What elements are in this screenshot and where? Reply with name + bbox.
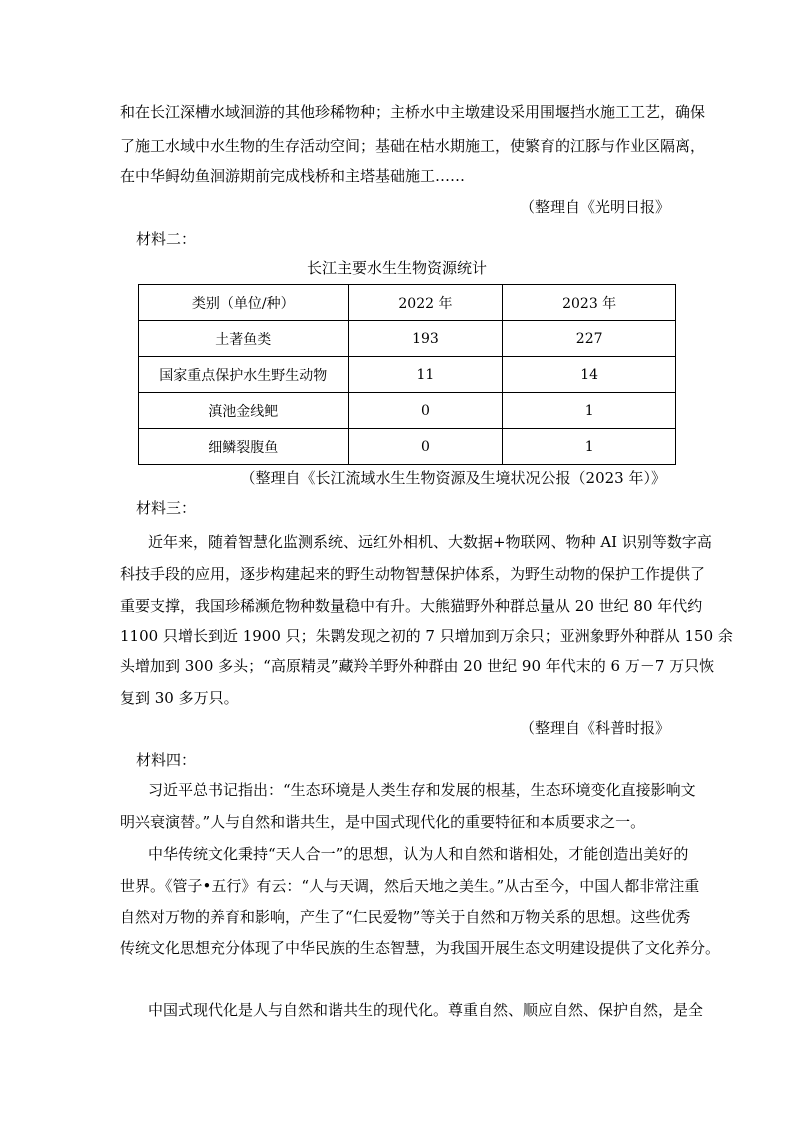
- paragraph-line: 1100 只增长到近 1900 只；朱鹮发现之初的 7 只增加到万余只；亚洲象野外种群从 150 余: [120, 627, 733, 645]
- paragraph-line: 在中华鲟幼鱼洄游期前完成栈桥和主塔基础施工……: [120, 167, 466, 185]
- paragraph-line: 科技手段的应用，逐步构建起来的野生动物智慧保护体系，为野生动物的保护工作提供了: [120, 565, 706, 583]
- material-label: 材料三：: [136, 499, 197, 517]
- table-cell: 0: [348, 393, 503, 429]
- table-header-cell: 2023 年: [503, 285, 676, 321]
- material-label: 材料二：: [136, 230, 197, 248]
- table-header-row: [139, 285, 676, 321]
- table-title: 长江主要水生生物资源统计: [306, 259, 487, 277]
- source-citation: （整理自《长江流域水生生物资源及生境状况公报（2023 年）》: [240, 469, 666, 487]
- paragraph-line: 世界。《管子•五行》有云：“人与天调，然后天地之美生。”从古至今，中国人都非常注重: [120, 877, 700, 895]
- paragraph-line: 近年来，随着智慧化监测系统、远红外相机、大数据+物联网、物种 AI 识别等数字高: [148, 533, 712, 551]
- table-cell: 227: [503, 321, 676, 357]
- paragraph-line: 中华传统文化秉持“天人合一”的思想，认为人和自然和谐相处，才能创造出美好的: [148, 845, 689, 863]
- paragraph-line: 头增加到 300 多头；“高原精灵”藏羚羊野外种群由 20 世纪 90 年代末的 6 万－7 万只恢: [120, 657, 715, 675]
- source-citation: （整理自《科普时报》: [519, 719, 670, 737]
- table-cell: 国家重点保护水生野生动物: [139, 357, 349, 393]
- table-cell: 细鳞裂腹鱼: [139, 429, 349, 465]
- statistics-table: [138, 284, 676, 465]
- paragraph-line: 自然对万物的养育和影响，产生了“仁民爱物”等关于自然和万物关系的思想。这些优秀: [120, 908, 691, 926]
- paragraph-line: 习近平总书记指出：“生态环境是人类生存和发展的根基，生态环境变化直接影响文: [148, 781, 696, 799]
- paragraph-line: 和在长江深槽水域洄游的其他珍稀物种；主桥水中主墩建设采用围堰挡水施工工艺，确保: [120, 103, 706, 121]
- table-row: [139, 429, 676, 465]
- paragraph-line: 明兴衰演替。”人与自然和谐共生，是中国式现代化的重要特征和本质要求之一。: [120, 813, 646, 831]
- table-row: [139, 393, 676, 429]
- table-cell: 土著鱼类: [139, 321, 349, 357]
- table-cell: 1: [503, 393, 676, 429]
- table-cell: 193: [348, 321, 503, 357]
- paragraph-line: 中国式现代化是人与自然和谐共生的现代化。尊重自然、顺应自然、保护自然，是全: [148, 1001, 704, 1019]
- table-header-cell: 类别（单位/种）: [139, 285, 349, 321]
- paragraph-line: 传统文化思想充分体现了中华民族的生态智慧，为我国开展生态文明建设提供了文化养分。: [120, 939, 721, 957]
- table-cell: 11: [348, 357, 503, 393]
- paragraph-line: 重要支撑，我国珍稀濒危物种数量稳中有升。大熊猫野外种群总量从 20 世纪 80 年代约: [120, 597, 703, 615]
- paragraph-line: 复到 30 多万只。: [120, 689, 239, 707]
- table-cell: 1: [503, 429, 676, 465]
- table-row: [139, 357, 676, 393]
- table-header-cell: 2022 年: [348, 285, 503, 321]
- table-row: [139, 321, 676, 357]
- source-citation: （整理自《光明日报》: [519, 198, 670, 216]
- table-cell: 0: [348, 429, 503, 465]
- table-cell: 14: [503, 357, 676, 393]
- material-label: 材料四：: [136, 751, 197, 769]
- paragraph-line: 了施工水域中水生物的生存活动空间；基础在枯水期施工，使繁育的江豚与作业区隔离，: [120, 137, 706, 155]
- table-cell: 滇池金线鲃: [139, 393, 349, 429]
